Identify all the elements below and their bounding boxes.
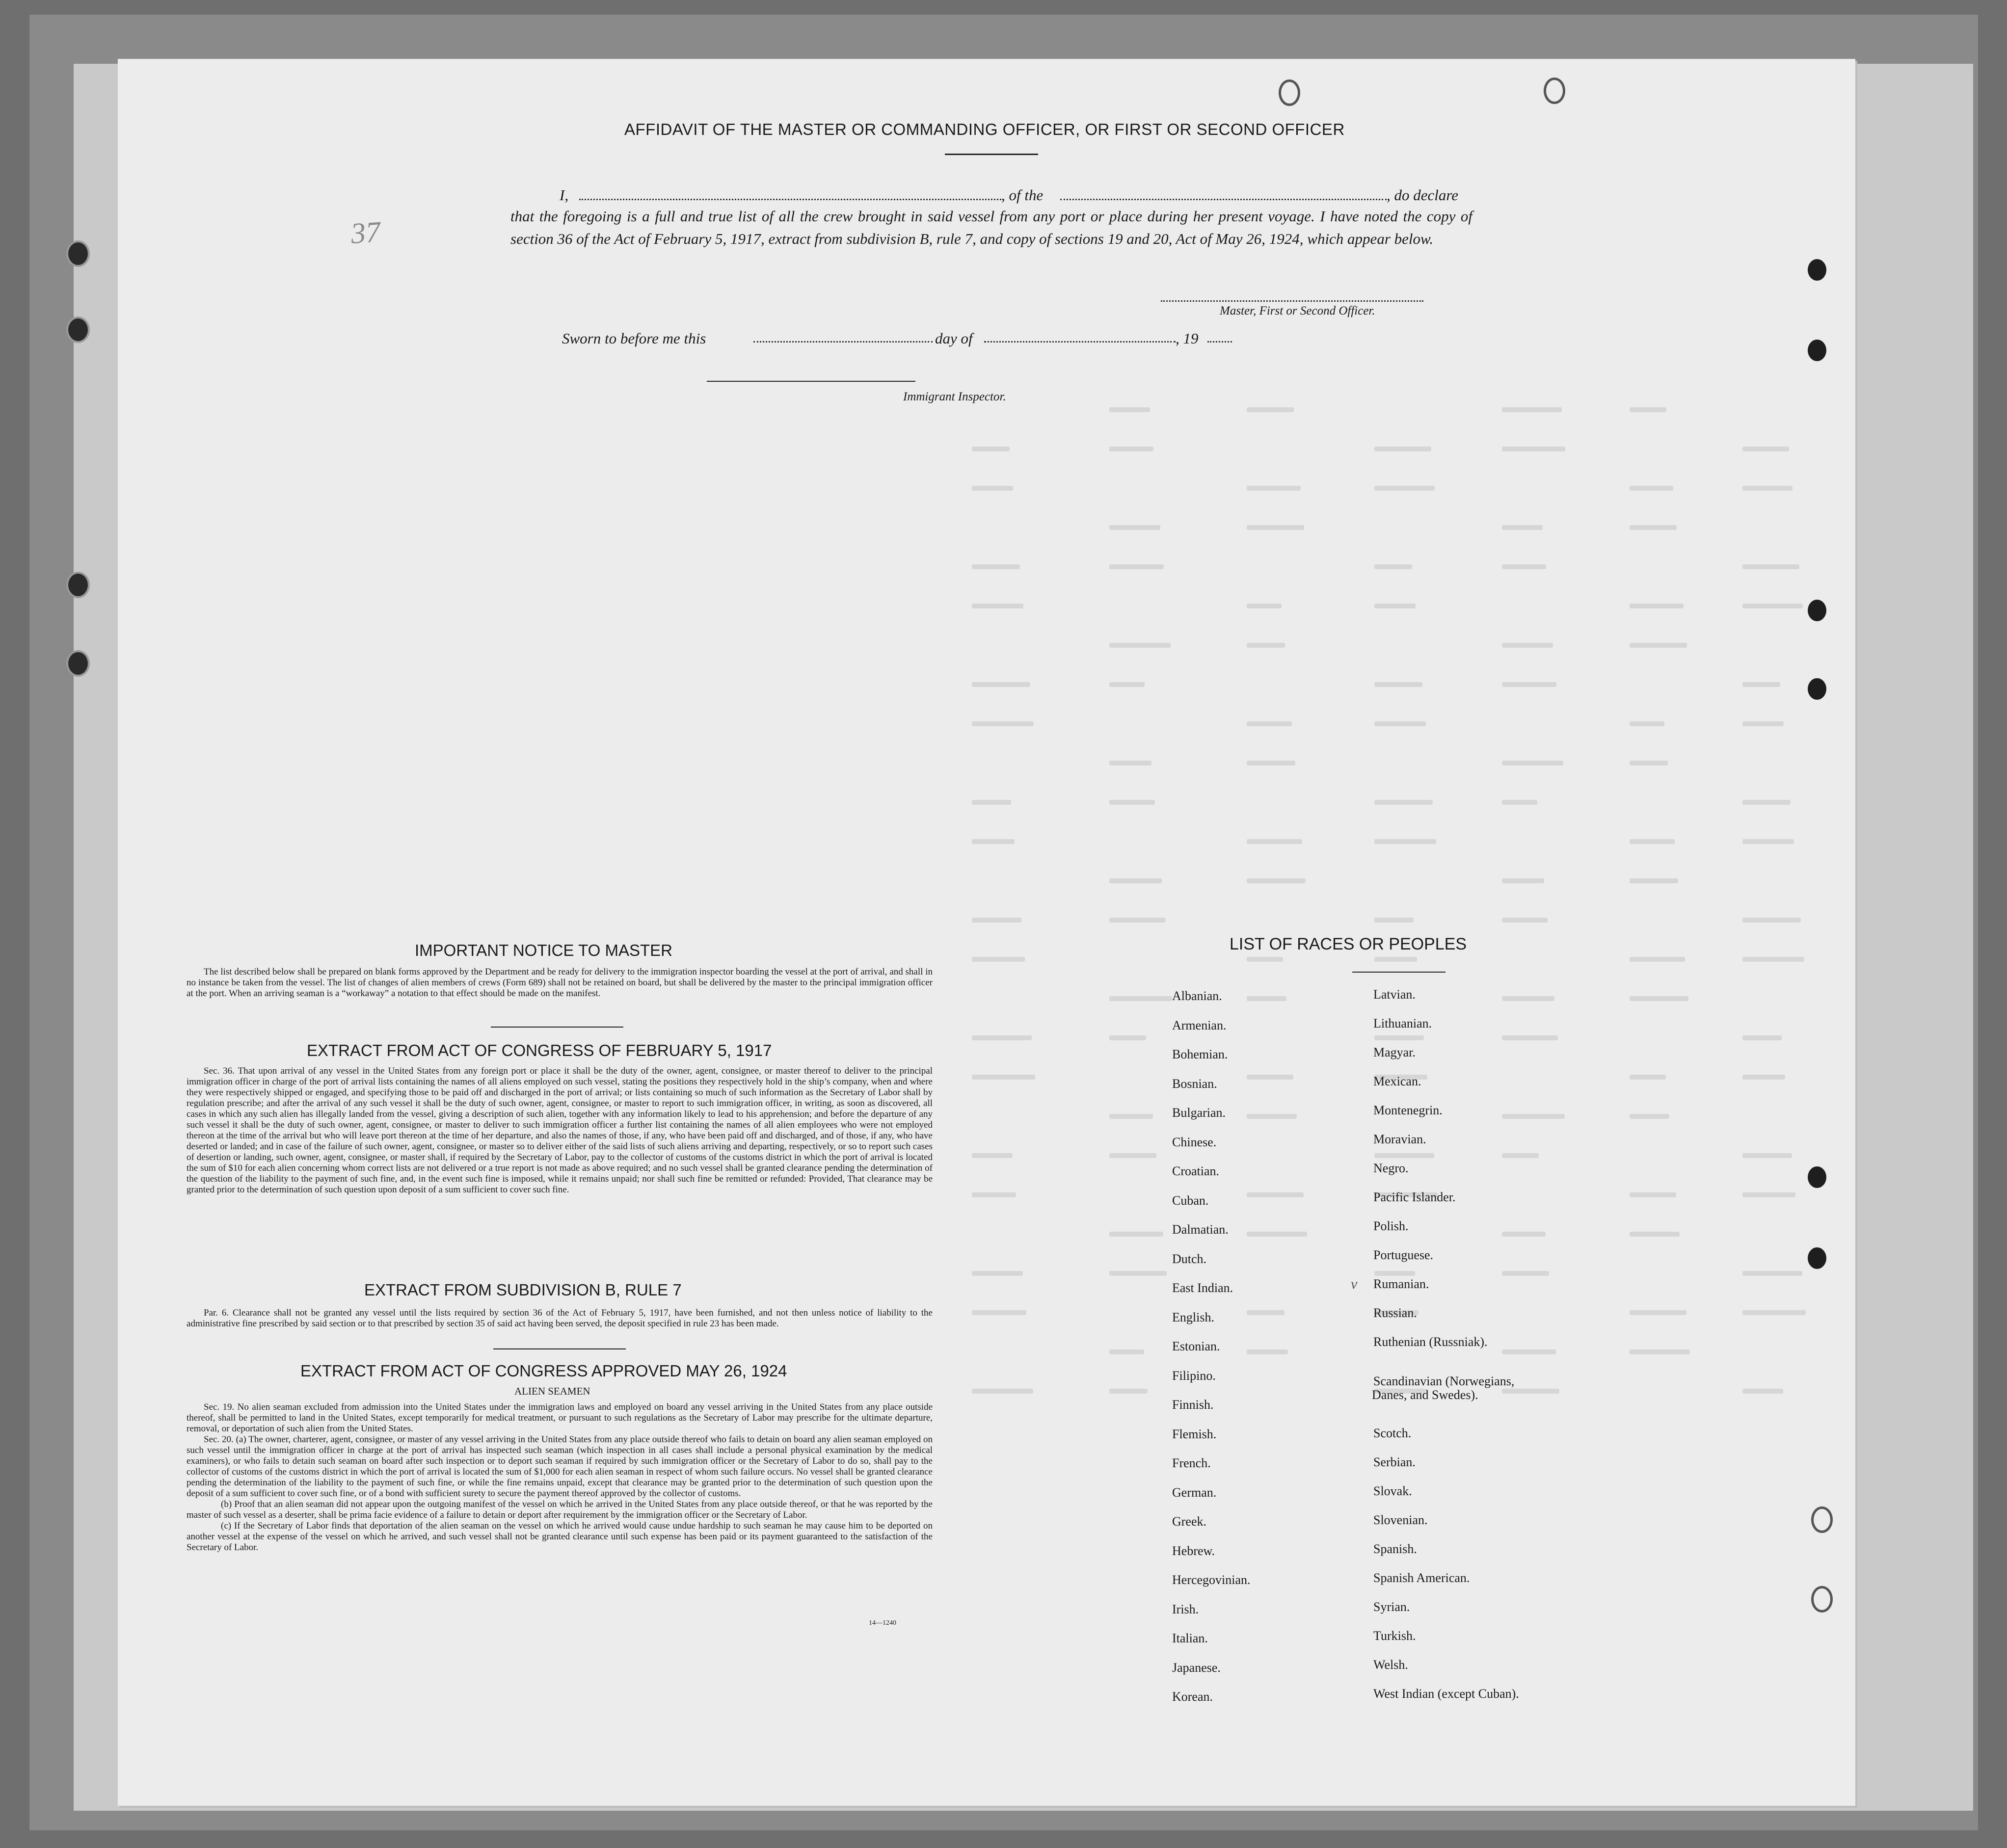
bleed-mark: [972, 564, 1020, 569]
bleed-mark: [1374, 1153, 1434, 1158]
bleed-mark: [1742, 1389, 1783, 1394]
bleed-mark: [972, 800, 1011, 805]
bleed-mark: [1502, 407, 1562, 412]
race-item: Danes, and Swedes).: [1372, 1388, 1478, 1402]
race-item: Montenegrin.: [1373, 1103, 1443, 1117]
bleed-mark: [1247, 1310, 1284, 1315]
bleed-mark: [1502, 643, 1553, 648]
bleed-mark: [1502, 761, 1563, 766]
bleed-mark: [972, 918, 1021, 923]
bleed-mark: [1247, 1232, 1307, 1237]
bleed-mark: [972, 1192, 1016, 1197]
bleed-mark: [1109, 1035, 1146, 1040]
bleed-mark: [1742, 1192, 1795, 1197]
bleed-mark: [1630, 878, 1678, 883]
sec19-paragraph: Sec. 19. No alien seaman excluded from admission into the United States under the immigration laws and employed on board any vessel arriving in the United States from any place outside thereof, shall be permitted to land in the United States, except temporarily for medical treatment, or pursuant to such regulations as the Secretary of Labor may prescribe for the ultimate departure, removal, or deportation of such alien from the United States.: [187, 1402, 933, 1434]
race-item: Moravian.: [1373, 1132, 1426, 1146]
sworn-label: Sworn to before me this: [562, 330, 706, 347]
right-hole-8: [1811, 1586, 1833, 1612]
affidavit-of-the-label: , of the: [1001, 186, 1044, 204]
affidavit-declare-label: , do declare: [1387, 186, 1459, 204]
bleed-mark: [972, 1035, 1032, 1040]
race-item: Portuguese.: [1373, 1248, 1434, 1262]
bleed-mark: [1630, 1310, 1686, 1315]
race-item: Welsh.: [1373, 1658, 1408, 1672]
bleed-mark: [1247, 721, 1292, 726]
bleed-mark: [972, 1271, 1023, 1276]
bleed-mark: [1109, 800, 1155, 805]
bleed-mark: [1630, 996, 1688, 1001]
bleed-mark: [1109, 564, 1164, 569]
race-item: Polish.: [1373, 1219, 1409, 1233]
bleed-mark: [1630, 761, 1668, 766]
bleed-mark: [1247, 957, 1283, 962]
race-item: Bosnian.: [1172, 1076, 1217, 1091]
bleed-mark: [1630, 721, 1664, 726]
sec20b-paragraph: (b) Proof that an alien seaman did not appear upon the outgoing manifest of the vessel on which he arrived in the United States from any place outside thereof, or that he was reported by the master of such vessel as a deserter, shall be prima facie evidence of a failure to detain or deport after requirement by the immigration officer or the Secretary of Labor.: [187, 1499, 933, 1520]
left-hole-4: [66, 650, 90, 677]
race-item: Mexican.: [1373, 1074, 1421, 1088]
top-hole-left: [1279, 79, 1300, 106]
bleed-mark: [1374, 918, 1414, 923]
right-hole-6: [1808, 1247, 1826, 1269]
bleed-mark: [972, 957, 1025, 962]
right-hole-2: [1808, 340, 1826, 361]
sec20c-paragraph: (c) If the Secretary of Labor finds that deportation of the alien seaman on the vessel on which he arrived would cause undue hardship to such seaman he may cause him to be deported on another vessel at the expense of the vessel on which he arrived, and such vessel shall not be granted clearance until such expense has been paid or its payment guaranteed to the satisfaction of the Secretary of Labor.: [187, 1521, 933, 1553]
race-item: Finnish.: [1172, 1398, 1214, 1412]
bleed-mark: [1109, 996, 1172, 1001]
race-item: Negro.: [1373, 1161, 1409, 1175]
race-item: Hercegovinian.: [1172, 1573, 1251, 1587]
race-item: Korean.: [1172, 1690, 1213, 1704]
bleed-mark: [1374, 839, 1436, 844]
notice-paragraph: The list described below shall be prepared on blank forms approved by the Department and be ready for delivery to the immigration inspector boarding the vessel at the port of arrival, and shall in no instance be taken from the vessel. The list of changes of alien members of crews (Form 689) shall not be retained on board, but shall be delivered by the master to the principal immigration officer at the port. When an arriving seaman is a “workaway” a notation to that effect should be made on the manifest.: [187, 967, 933, 999]
race-item: Dutch.: [1172, 1251, 1207, 1266]
bleed-mark: [1374, 1271, 1415, 1276]
bleed-mark: [1502, 1389, 1559, 1394]
race-item: Turkish.: [1373, 1629, 1416, 1643]
bleed-mark: [1630, 407, 1666, 412]
bleed-mark: [1247, 1075, 1293, 1080]
race-item: Irish.: [1172, 1602, 1199, 1616]
bleed-mark: [972, 604, 1023, 608]
top-hole-right: [1544, 78, 1565, 104]
bleed-mark: [1742, 1035, 1782, 1040]
bleed-mark: [972, 486, 1013, 491]
bleed-mark: [1630, 1075, 1666, 1080]
extract-1924-title: EXTRACT FROM ACT OF CONGRESS APPROVED MAY 26, 1924: [300, 1362, 787, 1380]
race-item: German.: [1172, 1485, 1217, 1500]
bleed-mark: [1247, 525, 1304, 530]
race-item: Slovak.: [1373, 1484, 1412, 1498]
bleed-mark: [1630, 1114, 1669, 1119]
extract-1917-body: [187, 1066, 933, 1195]
bleed-mark: [1109, 447, 1153, 451]
bleed-mark: [1502, 1153, 1539, 1158]
sec20a-paragraph: Sec. 20. (a) The owner, charterer, agent, consignee, or master of any vessel arriving in the United States from any place outside thereof who fails to detain on board any alien seaman employed on such vessel until the immigration officer in charge at the port of arrival has inspected such seaman (which inspection in all cases shall include a personal physical examination by the medical examiners), or who fails to detain such seaman on board after such inspection or to deport such seaman if required by such immigration officer or the Secretary of Labor to do so, shall pay to the collector of customs of the customs district in which the port of arrival is located the sum of $1,000 for each alien seaman in respect of whom such failure occurs. No vessel shall be granted clearance pending the determination of the liability to the payment of such fine, or while the fine remains unpaid, except that clearance may be granted prior to the determination of such question upon the deposit of a sum sufficient to cover such fine, or of a bond with sufficient surety to secure the payment thereof approved by the collector of customs.: [187, 1434, 933, 1499]
bleed-mark: [1630, 1349, 1690, 1354]
bleed-mark: [972, 447, 1010, 451]
bleed-mark: [1109, 1271, 1167, 1276]
race-item: Chinese.: [1172, 1135, 1217, 1149]
inspector-caption: Immigrant Inspector.: [903, 390, 1006, 403]
extract-1917-title: EXTRACT FROM ACT OF CONGRESS OF FEBRUARY 5, 1917: [307, 1041, 772, 1059]
bleed-mark: [1247, 878, 1306, 883]
race-item: Flemish.: [1172, 1426, 1217, 1441]
bleed-mark: [1247, 1192, 1304, 1197]
notice-rule: [491, 1027, 623, 1028]
bleed-mark: [1742, 1271, 1802, 1276]
bleed-mark: [1374, 721, 1426, 726]
bleed-mark: [1502, 1114, 1565, 1119]
bleed-mark: [1630, 957, 1685, 962]
race-item: Greek.: [1172, 1514, 1207, 1529]
race-item: West Indian (except Cuban).: [1373, 1687, 1519, 1701]
bleed-mark: [1630, 1232, 1680, 1237]
affidavit-title-rule: [945, 154, 1038, 155]
notice-title: IMPORTANT NOTICE TO MASTER: [415, 941, 673, 959]
bleed-mark: [1742, 486, 1793, 491]
race-item: Russian.: [1373, 1306, 1417, 1320]
bleed-mark: [1502, 682, 1556, 687]
bleed-mark: [1742, 1153, 1792, 1158]
bleed-mark: [1502, 1349, 1556, 1354]
race-item: Dalmatian.: [1172, 1222, 1229, 1237]
bleed-mark: [1374, 1035, 1424, 1040]
bleed-mark: [1742, 447, 1789, 451]
bleed-mark: [972, 1389, 1033, 1394]
race-item: Italian.: [1172, 1631, 1208, 1645]
sec36-paragraph: Sec. 36. That upon arrival of any vessel in the United States from any foreign port or place it shall be the duty of the owner, agent, consignee, or master thereof to deliver to the principal immigration officer in charge of the port of arrival lists containing the names of all aliens employed on such vessel, stating the positions they respectively hold in the ship’s company, when and where they were respectively shipped or engaged, and specifying those to be paid off and discharged in the port of arrival; or lists containing so much of such information as the Secretary of Labor shall by regulation prescribe; and after the arrival of any such vessel it shall be the duty of such owner, agent, consignee, or master to report to such immigration officer, in writing, as soon as discovered, all cases in which any such alien has illegally landed from the vessel, giving a description of such alien, together with any information likely to lead to his apprehension; and before the departure of any such vessel it shall be the duty of such owner, agent, consignee, or master to deliver to such immigration officer a further list containing the names of all alien employees who were not employed thereon at the time of the arrival but who will leave port thereon at the time of her departure, and also the names of those, if any, who have been paid off and discharged, and of those, if any, who have deserted or landed; and in case of the failure of such owner, agent, consignee, or master so to deliver either of the said lists of such aliens arriving and departing, respectively, or so to report such cases of desertion or landing, such owner, agent, consignee, or master shall, if required by the Secretary of Labor, pay to the collector of customs of the customs district in which the port of arrival is located the sum of $10 for each alien concerning whom correct lists are not delivered or a true report is not made as above required; and no such vessel shall be granted clearance pending the determination of the question of the liability to the payment of such fine, and, in the event such fine is imposed, while it remains unpaid; nor shall such fine be remitted or refunded: Provided, That clearance may be granted prior to the determination of such question upon deposit of a sum sufficient to cover such fine.: [187, 1066, 933, 1195]
affidavit-name-field[interactable]: [579, 199, 1001, 200]
bleed-mark: [1502, 1271, 1549, 1276]
race-item: East Indian.: [1172, 1281, 1233, 1295]
bleed-mark: [1109, 407, 1150, 412]
left-hole-1: [66, 240, 90, 267]
bleed-mark: [1374, 564, 1412, 569]
race-item: Scandinavian (Norwegians,: [1373, 1374, 1515, 1388]
race-item: Hebrew.: [1172, 1543, 1215, 1558]
bleed-mark: [1742, 918, 1801, 923]
race-item: Pacific Islander.: [1373, 1190, 1456, 1204]
affidavit-vessel-field[interactable]: [1060, 199, 1387, 200]
race-item: Lithuanian.: [1373, 1016, 1432, 1030]
bleed-mark: [1742, 1310, 1806, 1315]
affidavit-title: AFFIDAVIT OF THE MASTER OR COMMANDING OFFICER, OR FIRST OR SECOND OFFICER: [624, 120, 1345, 138]
bleed-through-texture: [933, 402, 1816, 1531]
race-item: French.: [1172, 1456, 1211, 1470]
notice-body: [187, 967, 933, 999]
bleed-mark: [1374, 447, 1431, 451]
race-item: Slovenian.: [1373, 1513, 1428, 1527]
race-item: Bohemian.: [1172, 1047, 1228, 1061]
race-item: Ruthenian (Russniak).: [1373, 1335, 1488, 1349]
bleed-mark: [1109, 643, 1171, 648]
race-item: Serbian.: [1373, 1455, 1416, 1469]
race-item: Armenian.: [1172, 1018, 1227, 1032]
sworn-year-field[interactable]: [1207, 341, 1232, 343]
bleed-mark: [1109, 1349, 1144, 1354]
bleed-mark: [1742, 721, 1784, 726]
bleed-mark: [1630, 1192, 1676, 1197]
right-hole-4: [1808, 678, 1826, 700]
bleed-mark: [1502, 447, 1565, 451]
right-hole-7: [1811, 1506, 1833, 1533]
inspector-signature-line[interactable]: [707, 381, 915, 382]
bleed-mark: [972, 682, 1030, 687]
bleed-mark: [972, 1310, 1026, 1315]
year-label: , 19: [1176, 330, 1199, 347]
bleed-mark: [1247, 839, 1302, 844]
race-item: Spanish.: [1373, 1542, 1417, 1556]
bleed-mark: [1109, 525, 1160, 530]
sworn-day-field[interactable]: [753, 341, 933, 343]
master-signature-field[interactable]: [1161, 300, 1423, 302]
bleed-mark: [1109, 1114, 1153, 1119]
races-title-rule: [1352, 972, 1445, 973]
bleed-mark: [1247, 1114, 1297, 1119]
bleed-mark: [1742, 1075, 1785, 1080]
bleed-mark: [972, 1153, 1013, 1158]
handwritten-check-mark: v: [1351, 1276, 1358, 1292]
bleed-mark: [1742, 604, 1803, 608]
bleed-mark: [1247, 643, 1285, 648]
race-item: Croatian.: [1172, 1164, 1220, 1178]
bleed-mark: [1502, 1035, 1558, 1040]
bleed-mark: [1742, 682, 1780, 687]
bleed-mark: [1502, 996, 1554, 1001]
bleed-mark: [1630, 525, 1677, 530]
bleed-mark: [1109, 878, 1162, 883]
bleed-mark: [1502, 1232, 1546, 1237]
left-hole-3: [66, 572, 90, 598]
alien-seamen-subtitle: ALIEN SEAMEN: [514, 1385, 590, 1397]
bleed-mark: [1109, 1153, 1156, 1158]
day-of-label: day of: [935, 330, 973, 347]
right-hole-3: [1808, 600, 1826, 621]
bleed-mark: [1374, 604, 1416, 608]
bleed-mark: [1630, 604, 1684, 608]
bleed-mark: [1502, 525, 1543, 530]
sworn-month-field[interactable]: [984, 341, 1176, 343]
form-number: 14—1240: [869, 1619, 896, 1627]
race-item: Magyar.: [1373, 1045, 1416, 1059]
bleed-mark: [1247, 604, 1282, 608]
right-hole-1: [1808, 259, 1826, 281]
bleed-mark: [1630, 643, 1687, 648]
bleed-mark: [1630, 486, 1673, 491]
master-caption: Master, First or Second Officer.: [1220, 304, 1375, 317]
race-item: Scotch.: [1373, 1426, 1412, 1440]
race-item: Spanish American.: [1373, 1571, 1470, 1585]
bleed-mark: [1109, 1389, 1148, 1394]
race-item: Cuban.: [1172, 1193, 1209, 1208]
bleed-mark: [1742, 564, 1799, 569]
bleed-mark: [1502, 564, 1546, 569]
left-hole-2: [66, 317, 90, 343]
race-item: Japanese.: [1172, 1660, 1221, 1675]
affidavit-i-label: I,: [560, 186, 569, 204]
race-item: Estonian.: [1172, 1339, 1220, 1353]
bleed-mark: [972, 721, 1034, 726]
race-item: Albanian.: [1172, 989, 1222, 1003]
bleed-mark: [1247, 407, 1294, 412]
bleed-mark: [1742, 800, 1791, 805]
bleed-mark: [1247, 996, 1286, 1001]
bleed-mark: [1630, 839, 1675, 844]
bleed-mark: [1374, 800, 1433, 805]
race-item: Bulgarian.: [1172, 1106, 1226, 1120]
race-item: Filipino.: [1172, 1368, 1216, 1383]
bleed-mark: [1109, 1232, 1163, 1237]
par6-paragraph: Par. 6. Clearance shall not be granted any vessel until the lists required by section 36 of the Act of February 5, 1917, have been furnished, and not then unless notice of liability to the administrative fine prescribed by said section or to that prescribed by section 35 of said act having been served, the deposit specified in rule 23 has been made.: [187, 1308, 933, 1329]
bleed-mark: [1374, 486, 1435, 491]
affidavit-body: that the foregoing is a full and true list of all the crew brought in said vessel from any port or place during her present voyage. I have noted the copy of section 36 of the Act of February 5, 1917, extract from subdivision B, rule 7, and copy of sections 19 and 20, Act of May 26, 1924, which appear below.: [510, 208, 1472, 247]
bleed-mark: [972, 1075, 1035, 1080]
bleed-mark: [1109, 918, 1165, 923]
bleed-mark: [1742, 839, 1794, 844]
bleed-mark: [1374, 957, 1417, 962]
bleed-mark: [1374, 682, 1422, 687]
right-hole-5: [1808, 1166, 1826, 1188]
races-title: LIST OF RACES OR PEOPLES: [1230, 935, 1467, 953]
race-item: Rumanian.: [1373, 1277, 1429, 1291]
extract-1924-body: [187, 1402, 933, 1553]
bleed-mark: [1109, 682, 1145, 687]
bleed-mark: [1742, 957, 1804, 962]
bleed-mark: [972, 839, 1015, 844]
bleed-mark: [1109, 761, 1151, 766]
bleed-mark: [1247, 486, 1301, 491]
race-item: Latvian.: [1373, 987, 1416, 1002]
rule7-title: EXTRACT FROM SUBDIVISION B, RULE 7: [364, 1281, 682, 1299]
bleed-mark: [1502, 918, 1548, 923]
race-item: Syrian.: [1373, 1600, 1410, 1614]
handwritten-page-mark: 37: [349, 215, 382, 250]
rule7-body: [187, 1308, 933, 1329]
bleed-mark: [1247, 1349, 1288, 1354]
bleed-mark: [1502, 800, 1537, 805]
rule7-rule: [493, 1348, 626, 1349]
race-item: English.: [1172, 1310, 1214, 1324]
bleed-mark: [1247, 761, 1295, 766]
bleed-mark: [1502, 878, 1544, 883]
